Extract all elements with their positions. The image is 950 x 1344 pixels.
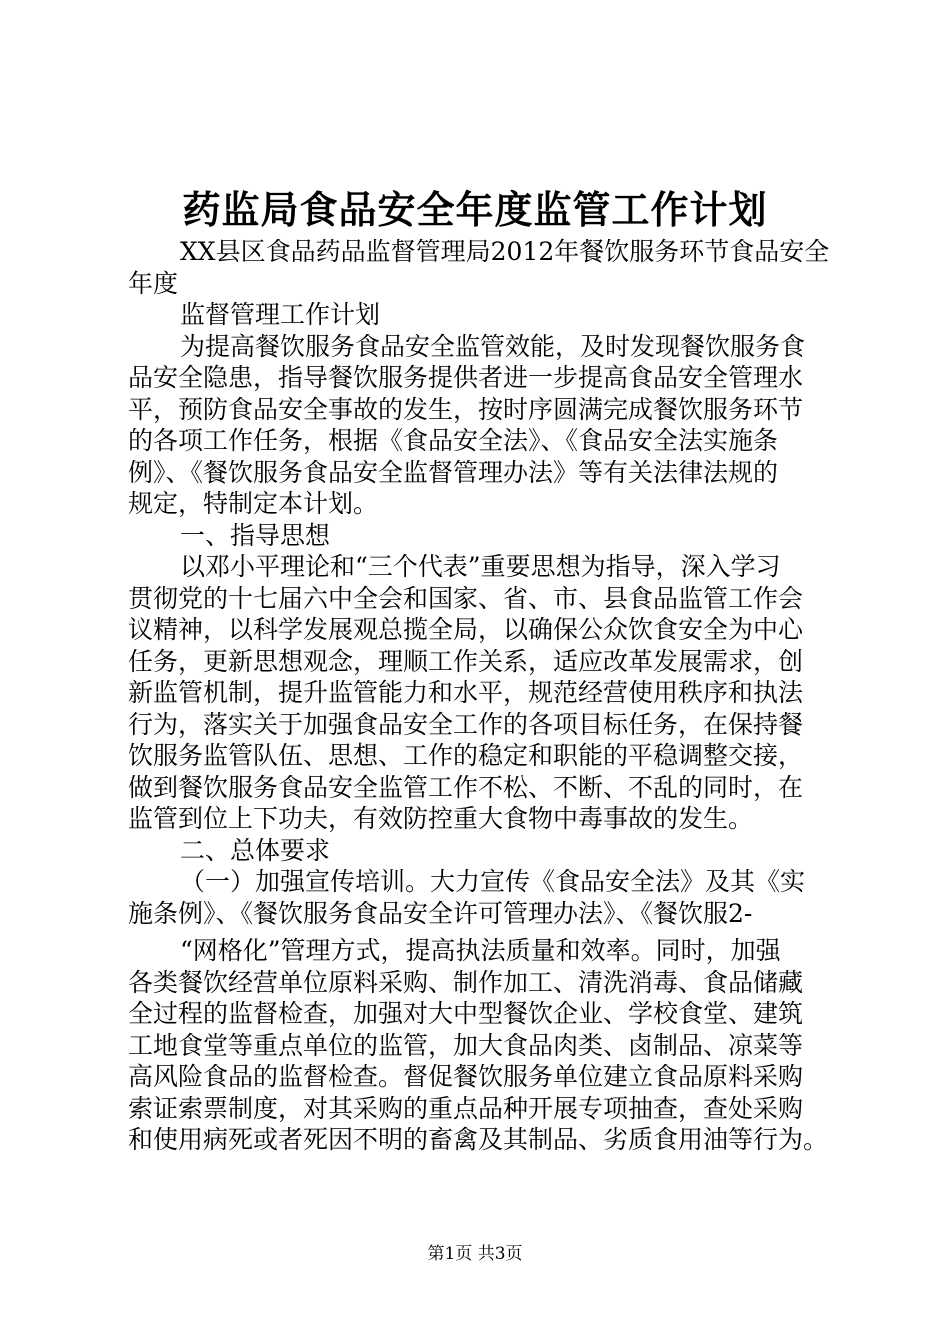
paragraph-line: 做到餐饮服务食品安全监管工作不松、不断、不乱的同时，在 bbox=[128, 772, 804, 802]
paragraph-line: 监督管理工作计划 bbox=[180, 300, 381, 329]
paragraph-line: 议精神，以科学发展观总揽全局，以确保公众饮食安全为中心 bbox=[128, 615, 804, 644]
paragraph-line: 规定，特制定本计划。 bbox=[128, 489, 379, 518]
paragraph-line: 贯彻党的十七届六中全会和国家、省、市、县食品监管工作会 bbox=[128, 583, 804, 613]
paragraph-line: 以邓小平理论和“三个代表”重要思想为指导，深入学习 bbox=[180, 552, 781, 581]
paragraph-line: 新监管机制，提升监管能力和水平，规范经营使用秩序和执法 bbox=[128, 678, 804, 707]
paragraph-line: 任务，更新思想观念，理顺工作关系，适应改革发展需求，创 bbox=[128, 646, 804, 676]
paragraph-line: 年度 bbox=[128, 268, 179, 298]
paragraph-line: 饮服务监管队伍、思想、工作的稳定和职能的平稳调整交接， bbox=[128, 741, 804, 770]
paragraph-line: 为提高餐饮服务食品安全监管效能，及时发现餐饮服务食 bbox=[180, 331, 806, 361]
paragraph-line: “网格化”管理方式，提高执法质量和效率。同时，加强 bbox=[180, 936, 781, 965]
paragraph-line: 的各项工作任务，根据《食品安全法》、《食品安全法实施条 bbox=[128, 426, 779, 455]
paragraph-line: 索证索票制度，对其采购的重点品种开展专项抽查，查处采购 bbox=[128, 1093, 804, 1123]
paragraph-line: 各类餐饮经营单位原料采购、制作加工、清洗消毒、食品储藏 bbox=[128, 967, 804, 997]
paragraph-line: 工地食堂等重点单位的监管，加大食品肉类、卤制品、凉菜等 bbox=[128, 1030, 804, 1060]
document-title: 药监局食品安全年度监管工作计划 bbox=[182, 187, 768, 232]
paragraph-line: 监管到位上下功夫，有效防控重大食物中毒事故的发生。 bbox=[128, 804, 754, 833]
paragraph-line: 例》、《餐饮服务食品安全监督管理办法》等有关法律法规的 bbox=[128, 457, 779, 487]
section-heading: 二、总体要求 bbox=[180, 835, 331, 865]
paragraph-line: 品安全隐患，指导餐饮服务提供者进一步提高食品安全管理水 bbox=[128, 363, 804, 392]
body-text-block-2 bbox=[128, 935, 828, 1156]
body-text-block-1 bbox=[128, 236, 828, 929]
paragraph-line: （一）加强宣传培训。大力宣传《食品安全法》及其《实 bbox=[180, 867, 806, 896]
page-footer: 第1页 共3页 bbox=[427, 1244, 523, 1264]
paragraph-line: XX县区食品药品监督管理局2012年餐饮服务环节食品安全 bbox=[180, 237, 830, 266]
paragraph-line: 全过程的监督检查，加强对大中型餐饮企业、学校食堂、建筑 bbox=[128, 999, 804, 1028]
section-heading: 一、指导思想 bbox=[180, 520, 331, 550]
paragraph-line: 平，预防食品安全事故的发生，按时序圆满完成餐饮服务环节 bbox=[128, 394, 804, 424]
paragraph-line: 施条例》、《餐饮服务食品安全许可管理办法》、《餐饮服2- bbox=[128, 898, 753, 928]
paragraph-line: 高风险食品的监督检查。督促餐饮服务单位建立食品原料采购 bbox=[128, 1062, 804, 1091]
paragraph-line: 行为，落实关于加强食品安全工作的各项目标任务，在保持餐 bbox=[128, 709, 804, 739]
paragraph-line: 和使用病死或者死因不明的畜禽及其制品、劣质食用油等行为。 bbox=[128, 1125, 829, 1154]
